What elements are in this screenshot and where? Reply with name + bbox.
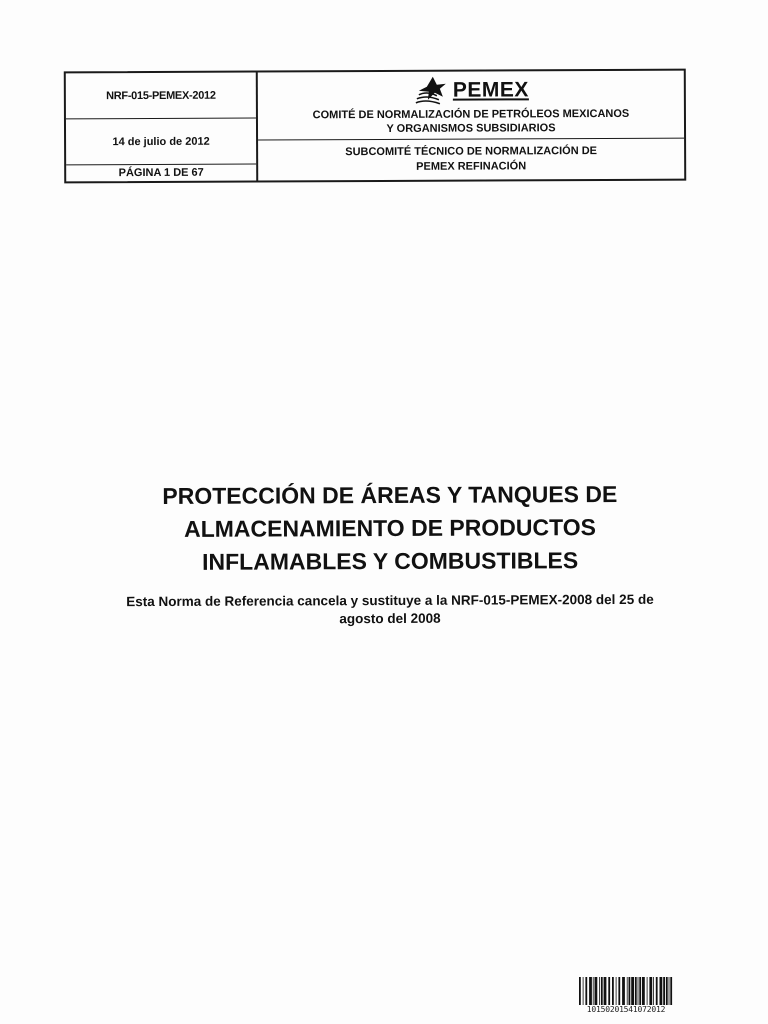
title-line-3: INFLAMABLES Y COMBUSTIBLES	[202, 547, 579, 575]
header-table	[64, 69, 686, 184]
document-date: 14 de julio de 2012	[66, 119, 256, 166]
cancellation-note-line-2: agosto del 2008	[339, 610, 441, 627]
page-number: PÁGINA 1 DE 67	[118, 166, 204, 180]
title-line-2: ALMACENAMIENTO DE PRODUCTOS	[183, 514, 596, 542]
barcode	[578, 977, 674, 1005]
committee-name	[313, 107, 630, 136]
barcode-number: 10150201541072012	[586, 1005, 666, 1014]
header-left-column	[66, 73, 258, 182]
cancellation-note	[60, 591, 720, 630]
pemex-logo-text: PEMEX	[452, 78, 529, 102]
cancellation-note-line-1: Esta Norma de Referencia cancela y sustituye a la NRF-015-PEMEX-2008 del 25 de	[126, 591, 654, 610]
document-title	[60, 478, 720, 580]
committee-line-2: Y ORGANISMOS SUBSIDIARIOS	[386, 122, 556, 135]
document-code: NRF-015-PEMEX-2012	[66, 73, 256, 120]
committee-cell	[258, 71, 684, 141]
committee-line-1: COMITÉ DE NORMALIZACIÓN DE PETRÓLEOS MEXICANOS	[312, 107, 630, 122]
subcommittee-cell	[258, 139, 684, 181]
pemex-eagle-icon	[413, 76, 449, 106]
pemex-logo	[413, 75, 529, 106]
header-right-column	[258, 71, 684, 181]
subcommittee-line-1: SUBCOMITÉ TÉCNICO DE NORMALIZACIÓN DE	[345, 145, 598, 159]
subcommittee-line-2: PEMEX REFINACIÓN	[416, 160, 527, 173]
title-line-1: PROTECCIÓN DE ÁREAS Y TANQUES DE	[162, 481, 618, 509]
